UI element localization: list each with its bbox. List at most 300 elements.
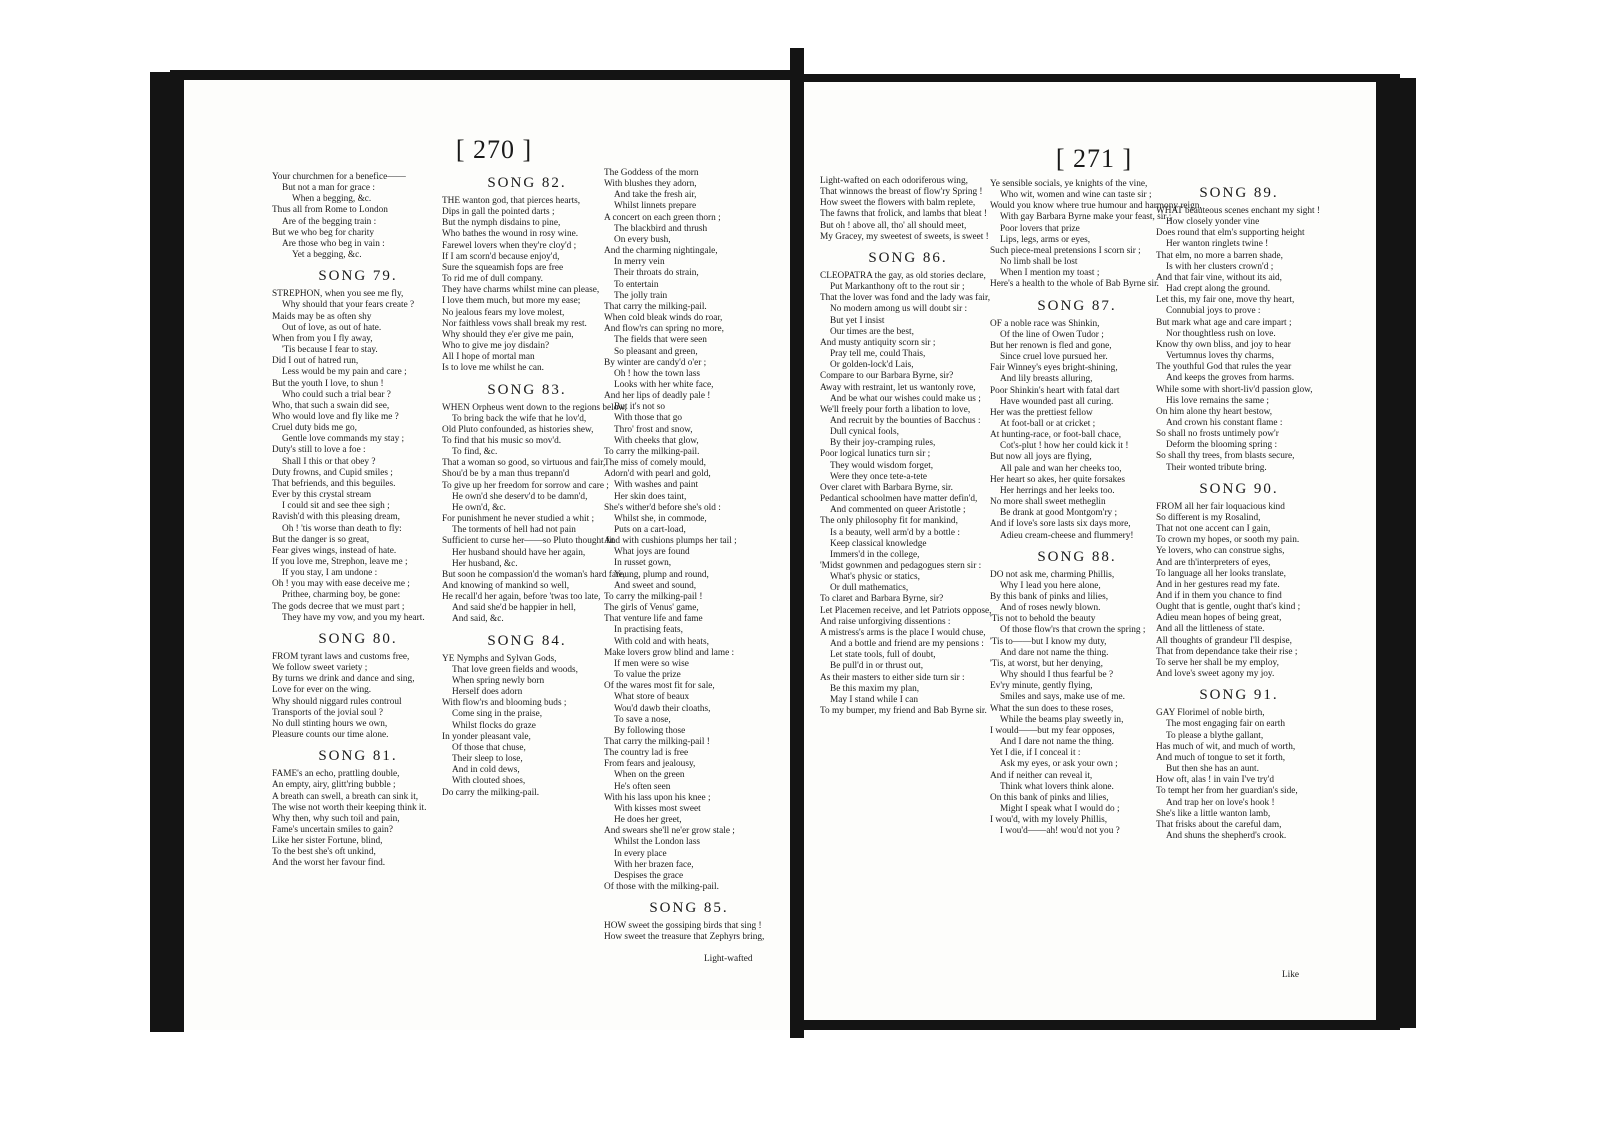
verse-line: Of those flow'rs that crown the spring ;	[1000, 625, 1146, 636]
verse-line: Vertumnus loves thy charms,	[1166, 351, 1274, 362]
verse-line: How closely yonder vine	[1166, 217, 1260, 228]
page-number: [ 270 ]	[455, 135, 533, 164]
song-heading: SONG 87.	[1037, 297, 1117, 314]
verse-line: Nor thoughtless rush on love.	[1166, 328, 1276, 339]
verse-line: In merry vein	[614, 257, 665, 268]
verse-line: Poor lovers that prize	[1000, 223, 1080, 234]
verse-line: At hunting-race, or foot-ball chace,	[990, 430, 1122, 441]
verse-line: A mistress's arms is the place I would chuse,	[820, 627, 986, 638]
verse-line: No modern among us will doubt sir :	[830, 304, 968, 315]
verse-line: The only philosophy fit for mankind,	[820, 516, 958, 527]
verse-line: And of roses newly blown.	[1000, 603, 1101, 614]
verse-line: Thus all from Rome to London	[272, 205, 388, 216]
verse-line: By their joy-cramping rules,	[830, 438, 936, 449]
verse-line: Sure the squeamish fops are free	[442, 262, 564, 273]
verse-line: Put Markanthony oft to the rout sir ;	[830, 282, 965, 293]
verse-line: 'Midst gownmen and pedagogues stern sir :	[820, 561, 982, 571]
verse-line: And lily breasts alluring,	[1000, 374, 1093, 385]
verse-line: That venture life and fame	[604, 614, 703, 625]
verse-line: And if love's sore lasts six days more,	[990, 519, 1131, 530]
verse-line: And said, &c.	[452, 614, 504, 625]
verse-line: Over claret with Barbara Byrne, sir.	[820, 482, 953, 493]
verse-line: Their wonted tribute bring.	[1166, 462, 1267, 473]
verse-line: They have charms whilst mine can please,	[442, 285, 600, 296]
left-column-3	[604, 168, 774, 943]
verse-line: Would you know where true humour and harmony reign,	[990, 201, 1202, 212]
verse-line: Duty's still to love a foe :	[272, 445, 366, 456]
verse-line: So shall no frosts untimely pow'r	[1156, 429, 1279, 440]
left-cover-edge	[150, 72, 184, 1032]
verse-line: Keep classical knowledge	[830, 538, 927, 549]
verse-line: And all the littleness of state.	[1156, 624, 1265, 635]
verse-line: No limb shall be lost	[1000, 257, 1078, 268]
verse-line: Ever by this crystal stream	[272, 490, 372, 501]
verse-line: No jealous fears my love molest,	[442, 307, 565, 318]
verse-line: And a bottle and friend are my pensions :	[830, 639, 984, 650]
verse-line: Who to give me joy disdain?	[442, 341, 550, 352]
verse-line: Is to love me whilst he can.	[442, 363, 544, 374]
verse-line: Are those who beg in vain :	[282, 238, 385, 249]
verse-line: And the charming nightingale,	[604, 246, 718, 257]
verse-line: Puts on a cart-load,	[614, 525, 686, 535]
verse-line: Ask my eyes, or ask your own ;	[1000, 759, 1118, 770]
verse-line: Thro' frost and snow,	[614, 424, 693, 435]
verse-line: 'Tis because I fear to stay.	[282, 345, 378, 356]
verse-line: The jolly train	[614, 290, 668, 301]
verse-line: Here's a health to the whole of Bab Byrne sir.	[990, 279, 1159, 290]
verse-line: And flow'rs can spring no more,	[604, 324, 724, 335]
verse-line: And raise unforgiving dissentions :	[820, 616, 951, 627]
verse-line: Does round that elm's supporting height	[1156, 228, 1305, 239]
verse-line: That elm, no more a barren shade,	[1156, 250, 1284, 261]
verse-line: With his lass upon his knee ;	[604, 792, 711, 803]
verse-line: Adieu mean hopes of being great,	[1156, 613, 1282, 624]
verse-line: Oh ! how the town lass	[614, 368, 700, 379]
verse-line: Oh ! 'tis worse than death to fly:	[282, 523, 402, 534]
verse-line: Why should that your fears create ?	[282, 300, 415, 311]
verse-line: Do carry the milking-pail.	[442, 787, 540, 798]
verse-line: But it's not so	[614, 402, 666, 413]
verse-line: With gay Barbara Byrne make your feast, sir ;	[1000, 212, 1172, 223]
song-heading: SONG 80.	[318, 630, 398, 647]
verse-line: When a begging, &c.	[292, 194, 372, 205]
verse-line: May I stand while I can	[830, 694, 919, 705]
verse-line: That winnows the breast of flow'ry Spring !	[820, 187, 983, 198]
verse-line: Pray tell me, could Thais,	[830, 349, 926, 360]
verse-line: Cot's-plut ! how her could kick it !	[1000, 441, 1129, 452]
verse-line: And recruit by the bounties of Bacchus :	[830, 415, 981, 426]
verse-line: He own'd, &c.	[452, 502, 506, 513]
verse-line: Away with restraint, let us wantonly rove,	[820, 382, 976, 393]
spine-gutter	[790, 48, 804, 1038]
verse-line: Let Placemen receive, and let Patriots oppose,	[820, 605, 992, 616]
song-heading: SONG 85.	[649, 900, 729, 917]
verse-line: But mark what age and care impart ;	[1156, 317, 1292, 328]
verse-line: Nor faithless vows shall break my rest.	[442, 318, 587, 329]
verse-line: Is with her clusters crown'd ;	[1166, 261, 1274, 272]
right-top-edge	[800, 74, 1400, 82]
verse-line: FROM tyrant laws and customs free,	[272, 651, 410, 662]
verse-line: If I am scorn'd because enjoy'd,	[442, 251, 560, 262]
verse-line: Might I speak what I would do ;	[1000, 803, 1120, 814]
verse-line: Farewel lovers when they're cloy'd ;	[442, 240, 577, 251]
verse-line: And with cushions plumps her tail ;	[604, 536, 737, 547]
verse-line: Of those with the milking-pail.	[604, 882, 719, 892]
verse-line: In practising feats,	[614, 625, 683, 636]
song-heading: SONG 79.	[318, 268, 398, 285]
verse-line: To give up her freedom for sorrow and care ;	[442, 480, 609, 491]
verse-line: Her heart so akes, her quite forsakes	[990, 474, 1126, 485]
verse-line: While some with short-liv'd passion glow,	[1156, 384, 1313, 395]
verse-line: Why then, why such toil and pain,	[272, 813, 400, 824]
verse-line: On him alone thy heart bestow,	[1156, 406, 1273, 417]
verse-line: Her husband should have her again,	[452, 547, 586, 558]
verse-line: Herself does adorn	[452, 687, 523, 698]
verse-line: With those that go	[614, 413, 683, 424]
verse-line: Such piece-meal pretensions I scorn sir ;	[990, 245, 1141, 256]
verse-line: And knowing of mankind so well,	[442, 581, 570, 591]
page-number: [ 271 ]	[1055, 144, 1133, 173]
verse-line: Her was the prettiest fellow	[990, 407, 1093, 418]
verse-line: And the worst her favour find.	[272, 858, 386, 869]
verse-line: To tempt her from her guardian's side,	[1156, 786, 1298, 797]
verse-line: And said she'd be happier in hell,	[452, 603, 576, 614]
verse-line: With kisses most sweet	[614, 803, 701, 814]
verse-line: The Goddess of the morn	[604, 168, 699, 178]
verse-line: The fawns that frolick, and lambs that bleat !	[820, 209, 988, 220]
verse-line: To entertain	[614, 279, 659, 290]
verse-line: Her husband, &c.	[452, 558, 518, 569]
verse-line: Fear gives wings, instead of hate.	[272, 545, 397, 556]
verse-line: They have my vow, and you my heart.	[282, 612, 425, 623]
verse-line: FROM all her fair loquacious kind	[1156, 501, 1285, 512]
verse-line: In russet gown,	[614, 558, 672, 569]
verse-line: And her lips of deadly pale !	[604, 391, 711, 402]
verse-line: As their masters to either side turn sir :	[820, 672, 965, 683]
verse-line: And much of tongue to set it forth,	[1156, 752, 1286, 763]
verse-line: That frisks about the careful dam,	[1156, 819, 1282, 830]
verse-line: Be this maxim my plan,	[830, 683, 920, 694]
verse-line: No dull stinting hours we own,	[272, 718, 388, 729]
verse-line: Ravish'd with this pleasing dream,	[272, 512, 400, 523]
catchword: Light-wafted	[704, 954, 753, 964]
song-heading: SONG 81.	[318, 748, 398, 765]
verse-line: And I dare not name the thing.	[1000, 737, 1114, 748]
song-heading: SONG 82.	[487, 175, 567, 191]
verse-line: To carry the milking-pail.	[604, 446, 700, 457]
left-column-1	[272, 172, 444, 870]
verse-line: Gentle love commands my stay ;	[282, 434, 405, 445]
verse-line: And sweet and sound,	[614, 580, 697, 591]
verse-line: Have wounded past all curing.	[1000, 396, 1114, 407]
verse-line: Despises the grace	[614, 870, 684, 881]
right-column-2	[990, 179, 1202, 837]
verse-line: When spring newly born	[452, 675, 545, 686]
verse-line: And crown his constant flame :	[1166, 417, 1283, 428]
verse-line: Of the line of Owen Tudor ;	[1000, 329, 1104, 340]
verse-line: And in cold dews,	[452, 765, 520, 776]
verse-line: But we who beg for charity	[272, 227, 374, 238]
verse-line: The girls of Venus' game,	[604, 603, 699, 614]
verse-line: 'Tis to——but I know my duty,	[990, 636, 1107, 647]
verse-line: And commented on queer Aristotle ;	[830, 505, 966, 516]
verse-line: Ought that is gentle, ought that's kind ;	[1156, 602, 1301, 613]
verse-line: Who could such a trial bear ?	[282, 389, 391, 400]
verse-line: The torments of hell had not pain	[452, 525, 576, 536]
verse-line: And dare not name the thing.	[1000, 647, 1109, 658]
verse-line: With cheeks that glow,	[614, 435, 699, 446]
verse-line: I wou'd, with my lovely Phillis,	[990, 815, 1108, 826]
verse-line: Wou'd dawb their cloaths,	[614, 703, 711, 714]
verse-line: And keeps the groves from harms.	[1166, 373, 1295, 384]
verse-line: Yet I die, if I conceal it :	[990, 748, 1081, 759]
verse-line: Why I lead you here alone,	[1000, 580, 1101, 591]
verse-line: YE Nymphs and Sylvan Gods,	[442, 653, 557, 664]
verse-line: How sweet the flowers with balm replete,	[820, 198, 976, 209]
verse-line: We'll freely pour forth a libation to love,	[820, 404, 971, 415]
verse-line: To please a blythe gallant,	[1166, 730, 1264, 741]
left-top-edge	[170, 70, 800, 80]
verse-line: STREPHON, when you see me fly,	[272, 289, 404, 300]
verse-line: An empty, airy, glitt'ring bubble ;	[272, 780, 396, 791]
verse-line: If men were so wise	[614, 658, 689, 669]
verse-line: I love them much, but more my ease;	[442, 296, 581, 307]
verse-line: To claret and Barbara Byrne, sir?	[820, 594, 944, 605]
verse-line: And love's sweet agony my joy.	[1156, 669, 1275, 680]
verse-line: Less would be my pain and care ;	[282, 367, 407, 378]
verse-line: But yet I insist	[830, 315, 885, 326]
verse-line: While the beams play sweetly in,	[1000, 714, 1124, 725]
verse-line: Fair Winney's eyes bright-shining,	[990, 363, 1118, 374]
verse-line: At foot-ball or at cricket ;	[1000, 418, 1096, 429]
verse-line: I wou'd——ah! wou'd not you ?	[1000, 826, 1120, 837]
verse-line: From fears and jealousy,	[604, 759, 696, 770]
verse-line: She's wither'd before she's old :	[604, 502, 721, 513]
verse-line: That from dependance take their rise ;	[1156, 646, 1298, 657]
verse-line: He own'd she deserv'd to be damn'd,	[452, 491, 588, 502]
right-cover-edge	[1376, 78, 1416, 1028]
verse-line: Who bathes the wound in rosy wine.	[442, 229, 579, 240]
verse-line: So different is my Rosalind,	[1156, 512, 1261, 523]
verse-line: That carry the milking-pail.	[604, 301, 707, 312]
verse-line: But now all joys are flying,	[990, 452, 1092, 463]
verse-line: Her skin does taint,	[614, 491, 687, 502]
verse-line: 'Tis not to behold the beauty	[990, 614, 1096, 625]
verse-line: Dips in gall the pointed darts ;	[442, 207, 555, 218]
right-column-3	[1156, 178, 1322, 842]
verse-line: HOW sweet the gossiping birds that sing !	[604, 921, 762, 932]
verse-line: GAY Florimel of noble birth,	[1156, 708, 1265, 719]
verse-line: Lips, legs, arms or eyes,	[1000, 234, 1091, 245]
song-heading: SONG 88.	[1037, 548, 1117, 565]
verse-line: By following those	[614, 725, 686, 736]
verse-line: That befriends, and this beguiles.	[272, 478, 396, 489]
verse-line: To serve her shall be my employ,	[1156, 657, 1279, 668]
verse-line: That love green fields and woods,	[452, 664, 578, 675]
verse-line: That not one accent can I gain,	[1156, 524, 1271, 535]
verse-line: Shall I this or that obey ?	[282, 456, 376, 467]
verse-line: To rid me of dull company.	[442, 274, 543, 285]
verse-line: Cruel duty bids me go,	[272, 423, 357, 434]
verse-line: Yet a begging, &c.	[292, 250, 362, 261]
verse-line: To crown my hopes, or sooth my pain.	[1156, 535, 1300, 546]
verse-line: FAME's an echo, prattling double,	[272, 769, 400, 780]
verse-line: And if in them you chance to find	[1156, 591, 1282, 601]
verse-line: The youthful God that rules the year	[1156, 362, 1292, 373]
verse-line: And take the fresh air,	[614, 190, 697, 201]
verse-line: All thoughts of grandeur I'll despise,	[1156, 635, 1292, 646]
verse-line: If you stay, I am undone :	[282, 568, 378, 579]
verse-line: Whilst linnets prepare	[614, 201, 697, 212]
verse-line: That the lover was fond and the lady was fair,	[820, 293, 991, 304]
verse-line: For punishment he never studied a whit ;	[442, 514, 595, 525]
verse-line: Were they once tete-a-tete	[830, 471, 928, 482]
verse-line: Like her sister Fortune, blind,	[272, 836, 383, 847]
verse-line: Or dull mathematics,	[830, 583, 909, 594]
catchword: Like	[1282, 970, 1300, 980]
verse-line: 'Tis, at worst, but her denying,	[990, 658, 1103, 669]
verse-line: Why should I thus fearful be ?	[1000, 670, 1114, 681]
verse-line: To find that his music so mov'd.	[442, 435, 562, 446]
verse-line: But then she has an aunt.	[1166, 764, 1259, 775]
verse-line: Smiles and says, make use of me.	[1000, 692, 1125, 703]
verse-line: Immers'd in the college,	[830, 549, 920, 560]
verse-line: Light-wafted on each odoriferous wing,	[820, 176, 968, 186]
verse-line: Deform the blooming spring :	[1166, 440, 1278, 451]
right-column-1	[820, 176, 996, 717]
verse-line: With washes and paint	[614, 480, 699, 491]
verse-line: The blackbird and thrush	[614, 223, 708, 234]
verse-line: Looks with her white face,	[614, 379, 714, 390]
verse-line: Why should they e'er give me pain,	[442, 329, 574, 340]
verse-line: So pleasant and green,	[614, 346, 698, 357]
verse-line: So shall thy trees, from blasts secure,	[1156, 451, 1295, 462]
song-heading: SONG 90.	[1199, 480, 1279, 497]
verse-line: No more shall sweet metheglin	[990, 497, 1106, 508]
verse-line: Did I out of hatred run,	[272, 356, 359, 367]
verse-line: But oh ! above all, tho' all should meet,	[820, 220, 967, 231]
verse-line: Be drank at good Montgom'ry ;	[1000, 508, 1118, 519]
verse-line: His love remains the same ;	[1166, 395, 1270, 406]
verse-line: A concert on each green thorn ;	[604, 212, 721, 223]
verse-line: The gods decree that we must part ;	[272, 601, 405, 612]
verse-line: Connubial joys to prove :	[1166, 306, 1261, 317]
verse-line: But her renown is fled and gone,	[990, 340, 1112, 351]
verse-line: But not a man for grace :	[282, 183, 375, 194]
verse-line: If you love me, Strephon, leave me ;	[272, 557, 408, 567]
verse-line: When from you I fly away,	[272, 333, 373, 344]
verse-line: All I hope of mortal man	[442, 352, 535, 363]
verse-line: Their sleep to lose,	[452, 754, 523, 765]
verse-line: I could sit and see thee sigh ;	[282, 501, 390, 512]
verse-line: Is a beauty, well arm'd by a bottle :	[830, 527, 960, 538]
verse-line: A breath can swell, a breath can sink it,	[272, 791, 419, 802]
verse-line: By turns we drink and dance and sing,	[272, 674, 415, 685]
verse-line: Be pull'd in or thrust out,	[830, 661, 924, 672]
verse-line: Old Pluto confounded, as histories shew,	[442, 424, 594, 435]
verse-line: When cold bleak winds do roar,	[604, 313, 723, 324]
verse-line: Who would love and fly like me ?	[272, 411, 399, 422]
verse-line: That a woman so good, so virtuous and fair,	[442, 458, 606, 469]
verse-line: How oft, alas ! in vain I've try'd	[1156, 775, 1274, 786]
verse-line: To bring back the wife that he lov'd,	[452, 413, 587, 424]
verse-line: What's physic or statics,	[830, 572, 920, 583]
verse-line: We follow sweet variety ;	[272, 663, 368, 674]
verse-line: What store of beaux	[614, 692, 690, 703]
song-heading: SONG 89.	[1199, 185, 1279, 201]
verse-line: When on the green	[614, 770, 685, 781]
verse-line: Pleasure counts our time alone.	[272, 730, 389, 741]
verse-line: But the youth I love, to shun !	[272, 378, 384, 389]
verse-line: THE wanton god, that pierces hearts,	[442, 196, 581, 206]
verse-line: On this bank of pinks and lilies,	[990, 792, 1109, 803]
left-page	[184, 80, 790, 1030]
verse-line: With flow'rs and blooming buds ;	[442, 698, 567, 709]
verse-line: Adieu cream-cheese and flummery!	[1000, 530, 1134, 541]
left-column-2	[442, 168, 627, 799]
verse-line: Poor Shinkin's heart with fatal dart	[990, 385, 1120, 396]
verse-line: All pale and wan her cheeks too,	[1000, 463, 1122, 474]
verse-line: Her wanton ringlets twine !	[1166, 239, 1269, 250]
verse-line: The fields that were seen	[614, 335, 707, 346]
verse-line: Oh ! you may with ease deceive me ;	[272, 579, 410, 590]
verse-line: In every place	[614, 848, 667, 859]
verse-line: The wise not worth their keeping think it.	[272, 802, 427, 813]
verse-line: How sweet the treasure that Zephyrs bring,	[604, 932, 765, 943]
verse-line: And if neither can reveal it,	[990, 770, 1093, 781]
right-page	[804, 82, 1376, 1020]
verse-line: WHEN Orpheus went down to the regions below,	[442, 402, 627, 413]
verse-line: Since cruel love pursued her.	[1000, 352, 1108, 363]
verse-line: Of those that chuse,	[452, 742, 526, 753]
verse-line: Whilst flocks do graze	[452, 720, 536, 731]
verse-line: Has much of wit, and much of worth,	[1156, 741, 1296, 752]
verse-line: What joys are found	[614, 547, 690, 558]
verse-line: To value the prize	[614, 670, 681, 681]
verse-line: I would——but my fear opposes,	[990, 725, 1115, 736]
verse-line: He recall'd her again, before 'twas too late,	[442, 592, 601, 603]
verse-line: With cold and with heats,	[614, 636, 709, 647]
verse-line: Poor logical lunatics turn sir ;	[820, 449, 931, 460]
verse-line: Who wit, women and wine can taste sir ;	[1000, 190, 1152, 201]
verse-line: With blushes they adorn,	[604, 179, 697, 190]
verse-line: They would wisdom forget,	[830, 460, 934, 471]
verse-line: To find, &c.	[452, 447, 498, 458]
verse-line: The miss of comely mould,	[604, 458, 706, 469]
verse-line: Our times are the best,	[830, 326, 914, 337]
verse-line: But the danger is so great,	[272, 534, 370, 545]
verse-line: Let this, my fair one, move thy heart,	[1156, 295, 1295, 306]
verse-line: Had crept along the ground.	[1166, 284, 1271, 295]
verse-line: Whilst the London lass	[614, 837, 700, 848]
verse-line: With her brazen face,	[614, 859, 694, 870]
verse-line: OF a noble race was Shinkin,	[990, 318, 1100, 329]
verse-line: Make lovers grow blind and lame :	[604, 647, 735, 658]
verse-line: The most engaging fair on earth	[1166, 719, 1286, 730]
verse-line: The country lad is free	[604, 748, 689, 759]
verse-line: But soon he compassion'd the woman's hard fate,	[442, 569, 626, 580]
verse-line: And that fair vine, without its aid,	[1156, 272, 1283, 283]
verse-line: He does her greet,	[614, 815, 682, 826]
verse-line: And be what our wishes could make us ;	[830, 393, 981, 404]
verse-line: Her herrings and her leeks too.	[1000, 485, 1115, 496]
verse-line: By this bank of pinks and lilies,	[990, 592, 1109, 602]
verse-line: Ye sensible socials, ye knights of the vine,	[990, 179, 1148, 189]
song-heading: SONG 91.	[1199, 687, 1279, 704]
verse-line: And in her gestures read my fate.	[1156, 579, 1280, 590]
verse-line: Their throats do strain,	[614, 268, 699, 279]
verse-line: Compare to our Barbara Byrne, sir?	[820, 371, 954, 382]
